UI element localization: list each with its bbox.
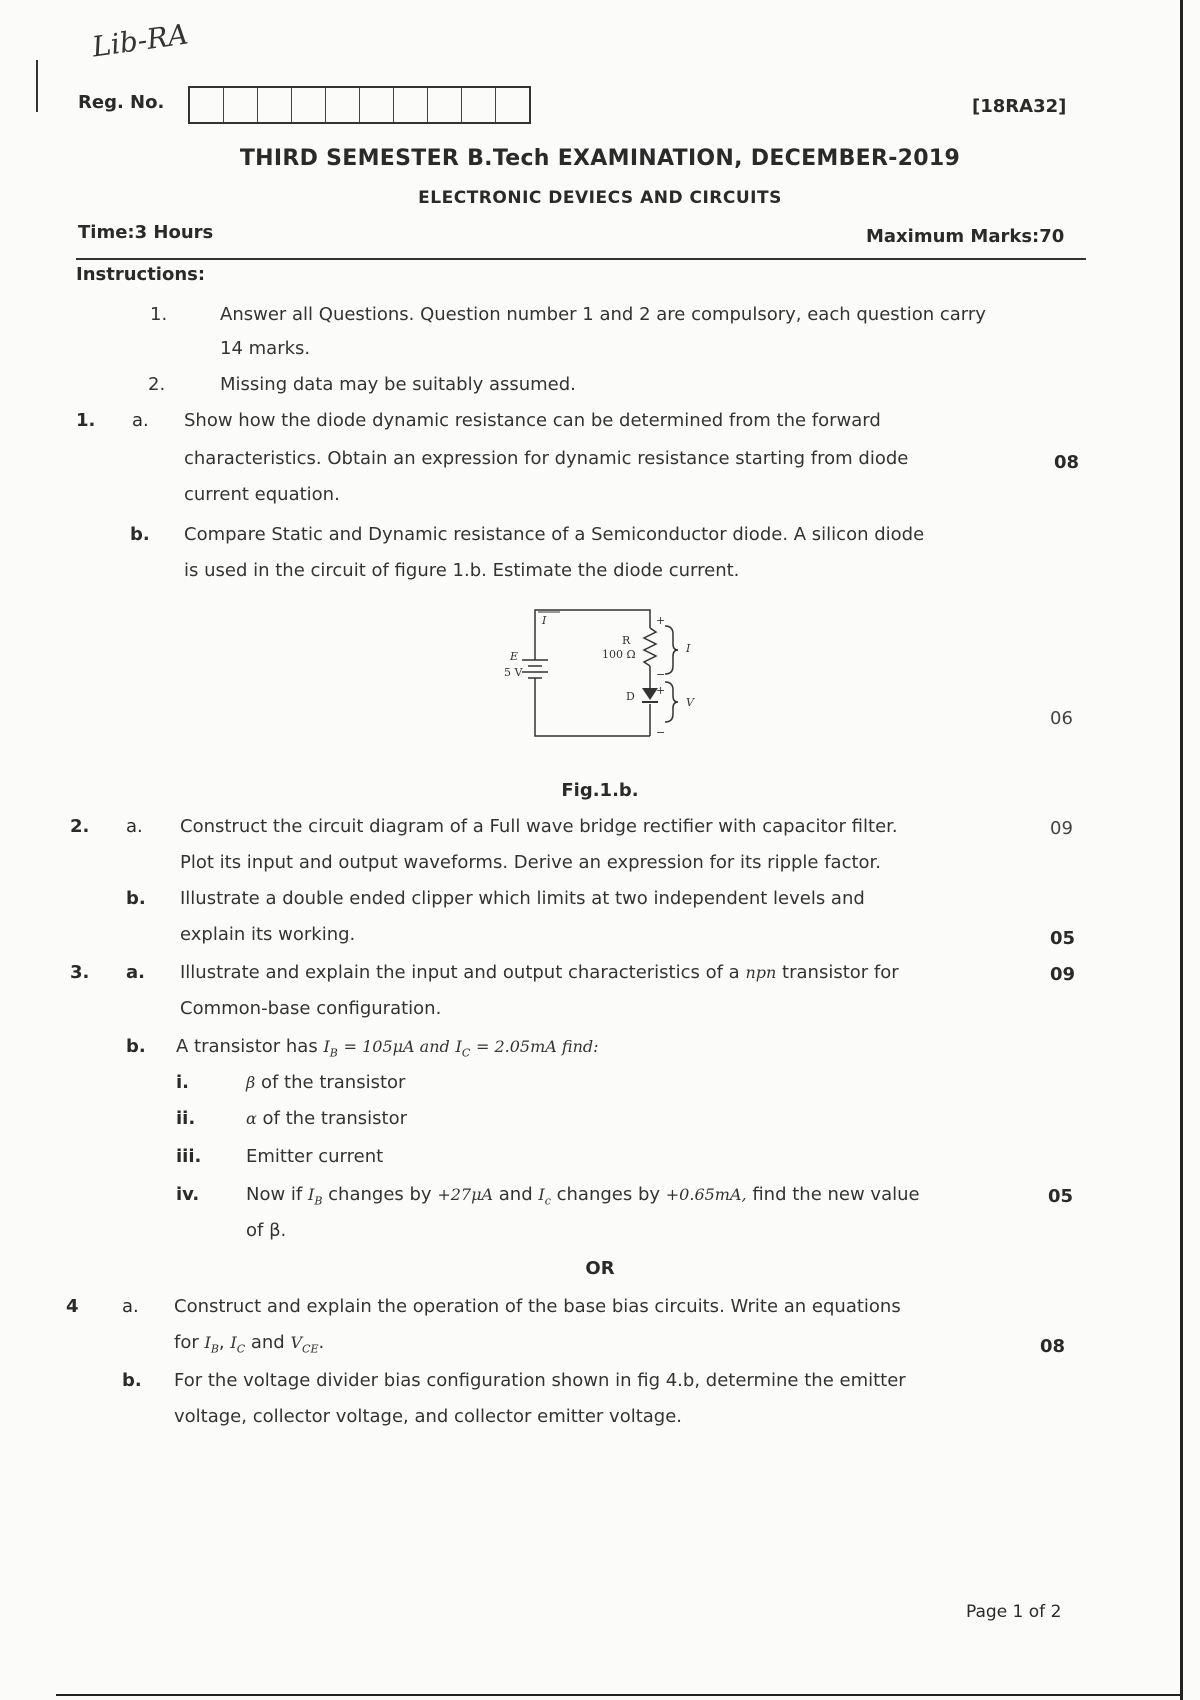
marks-value: 09 (1050, 818, 1073, 839)
subject-title: ELECTRONIC DEVIECS AND CIRCUITS (418, 188, 782, 208)
question-text: current equation. (184, 484, 340, 505)
marks-value: 06 (1050, 708, 1073, 729)
question-text: For the voltage divider bias configuration shown in fig 4.b, determine the emitter (174, 1370, 906, 1391)
part-label: b. (130, 524, 150, 545)
question-text: Compare Static and Dynamic resistance of a Semiconductor diode. A silicon diode (184, 524, 925, 545)
bottom-wire (535, 678, 650, 736)
part-label: a. (126, 962, 145, 983)
label-e: E (510, 650, 519, 663)
question-number: 1. (76, 410, 96, 431)
subpart-text: Now if $I_B$ changes by +27μA and $I_c$ changes by +0.65mA, find the new value (246, 1184, 920, 1208)
question-text: explain its working. (180, 924, 356, 945)
header-rule (76, 258, 1086, 260)
question-text: Common-base configuration. (180, 998, 442, 1019)
question-text: Show how the diode dynamic resistance can be determined from the forward (184, 410, 881, 431)
marks-value: 08 (1054, 452, 1080, 473)
handwritten-note: Lib-RA (90, 17, 191, 64)
subpart-text: α of the transistor (246, 1108, 408, 1129)
resistor-symbol (644, 628, 656, 666)
part-label: b. (126, 1036, 146, 1057)
marks-value: 05 (1050, 928, 1076, 949)
question-text: characteristics. Obtain an expression for dynamic resistance starting from diode (184, 448, 909, 469)
circuit-diagram-fig-1b (480, 600, 720, 744)
minus-sign: − (656, 668, 666, 681)
question-text: is used in the circuit of figure 1.b. Estimate the diode current. (184, 560, 740, 581)
part-label: b. (126, 888, 146, 909)
instruction-text: 14 marks. (220, 338, 311, 359)
label-r-value: 100 Ω (602, 648, 636, 661)
subpart-text: β of the transistor (246, 1072, 406, 1093)
figure-caption: Fig.1.b. (561, 780, 639, 801)
marks-value: 05 (1048, 1186, 1074, 1207)
minus-sign: − (656, 726, 666, 739)
part-label: b. (122, 1370, 142, 1391)
margin-mark (36, 60, 38, 112)
instruction-number: 1. (150, 304, 168, 325)
top-wire (535, 610, 650, 630)
question-text: Construct and explain the operation of the base bias circuits. Write an equations (174, 1296, 901, 1317)
question-text: for $I_B$, $I_C$ and $V_{CE}$. (174, 1332, 325, 1356)
marks-value: 09 (1050, 964, 1076, 985)
label-source: 5 V (504, 666, 523, 679)
subpart-text: of β. (246, 1220, 287, 1241)
label-d: D (626, 690, 635, 703)
page-edge-right (1180, 0, 1183, 1700)
time-label: Time:3 Hours (78, 222, 214, 243)
subpart-text: Emitter current (246, 1146, 384, 1167)
instruction-text: Answer all Questions. Question number 1 and 2 are compulsory, each question carry (220, 304, 986, 325)
question-text: Plot its input and output waveforms. Derive an expression for its ripple factor. (180, 852, 882, 873)
marks-value: 08 (1040, 1336, 1066, 1357)
subpart-label: iv. (176, 1184, 200, 1205)
part-label: a. (126, 816, 143, 837)
exam-title: THIRD SEMESTER B.Tech EXAMINATION, DECEMBER-2019 (239, 146, 961, 171)
label-vf: V (686, 696, 694, 709)
part-label: a. (122, 1296, 139, 1317)
plus-sign: + (656, 684, 666, 697)
part-label: a. (132, 410, 149, 431)
paper-code: [18RA32] (972, 96, 1067, 117)
instructions-heading: Instructions: (76, 264, 206, 285)
or-separator: OR (585, 1258, 615, 1279)
instruction-number: 2. (148, 374, 166, 395)
subpart-label: i. (176, 1072, 190, 1093)
brace-ir (665, 626, 678, 674)
plus-sign: + (656, 614, 666, 627)
label-if: I (542, 614, 547, 627)
page-edge-bottom (56, 1694, 1180, 1696)
subpart-label: ii. (176, 1108, 196, 1129)
question-text: Illustrate and explain the input and output characteristics of a npn transistor for (180, 962, 899, 983)
label-ir: I (686, 642, 691, 655)
question-number: 3. (70, 962, 90, 983)
reg-no-label: Reg. No. (78, 92, 165, 113)
subpart-label: iii. (176, 1146, 202, 1167)
brace-vf (665, 682, 678, 722)
max-marks: Maximum Marks:70 (866, 226, 1065, 247)
label-r: R (622, 634, 631, 647)
question-number: 4 (66, 1296, 79, 1317)
question-number: 2. (70, 816, 90, 837)
instruction-text: Missing data may be suitably assumed. (220, 374, 576, 395)
question-text: Illustrate a double ended clipper which limits at two independent levels and (180, 888, 865, 909)
question-text: A transistor has $I_B = 105\mu A$ and $I_C = 2.05mA$ find: (176, 1036, 599, 1060)
question-text: Construct the circuit diagram of a Full wave bridge rectifier with capacitor filter. (180, 816, 898, 837)
question-text: voltage, collector voltage, and collector emitter voltage. (174, 1406, 683, 1427)
page-number: Page 1 of 2 (966, 1602, 1062, 1622)
reg-no-boxes[interactable] (188, 86, 531, 124)
